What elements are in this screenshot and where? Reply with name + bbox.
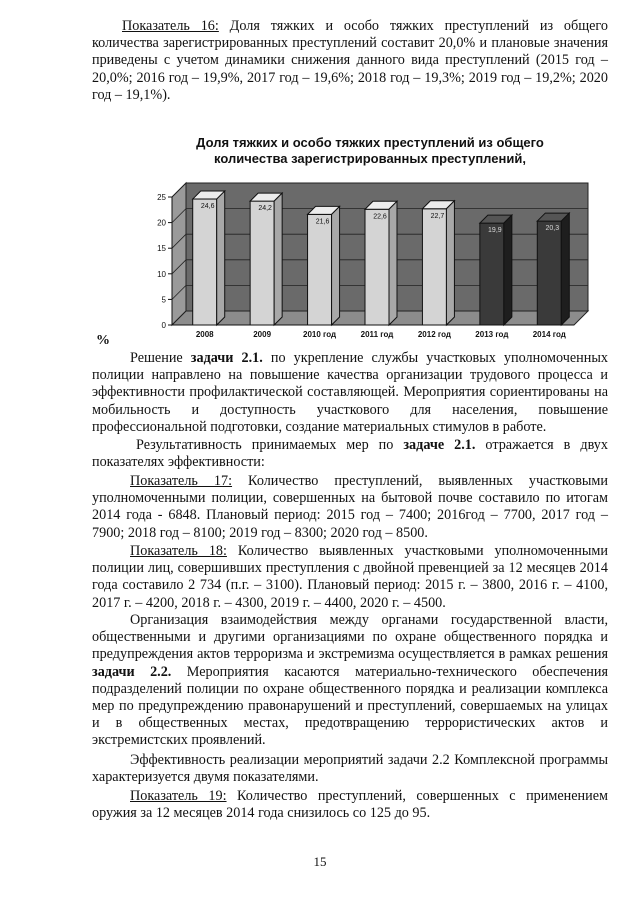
effectiveness-intro-paragraph — [92, 437, 608, 471]
data-label: 24,6 — [200, 203, 215, 211]
bar — [365, 209, 389, 325]
bar — [537, 221, 561, 325]
bar-side — [389, 201, 397, 325]
x-tick-label: 2010 год — [303, 330, 337, 339]
task-2-1-bold: задачи 2.1. — [190, 350, 263, 366]
bar-side — [446, 201, 454, 325]
x-tick-label: 2008 — [195, 330, 214, 339]
bar-side — [332, 206, 340, 325]
indicator-16-text: Доля тяжких и особо тяжких преступлений из общего количества зарегистрированных преступлений составит 20,0% и плановые значения приведены с учетом динамики снижения данного вида преступлений (2015 год – 20,0%; 2016 год – 19,9%, 2017 год – 19,6%; 2018 год – 19,3%; 2019 год – 19,2%; 2020 год – 19,1%). — [92, 18, 608, 103]
chart-title-line-2: количества зарегистрированных преступлений, — [214, 151, 526, 166]
indicator-17-paragraph — [92, 473, 608, 542]
x-tick-label: 2013 год — [475, 330, 509, 339]
data-label: 22,6 — [373, 213, 387, 221]
bar — [250, 201, 274, 325]
x-tick-label: 2014 год — [532, 330, 566, 339]
y-tick-label: 15 — [157, 244, 166, 254]
task-2-1-text: по укрепление службы участковых уполномоченных полиции направлено на повышение качества организации трудового процесса и эффективности профилактической составляющей. Мероприятия сориентированы на мобильность и доступность участкового для населения, повышение профессиональной подготовки, создание материальных стимулов в работе. — [92, 350, 608, 435]
task-2-1-paragraph — [92, 350, 608, 436]
x-tick-label: 2012 год — [417, 330, 451, 339]
task-2-2-bold: задачи 2.2. — [92, 663, 172, 680]
bar-side — [504, 215, 512, 325]
task-2-2-effectiveness-text: Эффективность реализации мероприятий задачи 2.2 Комплексной программы характеризуется двумя показателями. — [92, 752, 608, 786]
indicator-17-label: Показатель 17: — [130, 473, 233, 489]
indicator-16-label: Показатель 16: — [122, 18, 219, 34]
bar-side — [561, 213, 569, 325]
data-label: 21,6 — [315, 218, 330, 226]
chart-title — [150, 135, 590, 167]
task-2-2-paragraph — [92, 612, 608, 750]
indicator-16-paragraph — [92, 18, 608, 104]
bar — [422, 209, 446, 325]
indicator-18-paragraph — [92, 543, 608, 612]
task-2-2-text: Мероприятия касаются материально-технического обеспечения подразделений полиции по охране общественного порядка и реализации комплекса мер по предупреждению правонарушений и преступлений, совершаемых на улицах и в общественных местах, предотвращению террористических актов и экстремистских проявлений. — [92, 663, 608, 749]
data-label: 20,3 — [545, 225, 560, 233]
data-label: 22,7 — [430, 212, 445, 220]
effectiveness-intro-bold: задаче 2.1. — [403, 437, 476, 453]
indicator-18-label: Показатель 18: — [130, 543, 227, 559]
effectiveness-intro-text: отражается в двух показателях эффективности: — [92, 437, 608, 471]
bar-side — [274, 193, 282, 325]
bar-chart — [130, 170, 590, 350]
bar — [480, 223, 504, 325]
task-2-2-effectiveness-paragraph — [92, 752, 608, 786]
indicator-19-paragraph — [92, 788, 608, 822]
chart-unit-label: % — [96, 333, 110, 348]
indicator-19-text: Количество преступлений, совершенных с применением оружия за 12 месяцев 2014 года снизилось со 125 до 95. — [92, 788, 608, 822]
effectiveness-intro-prefix: Результативность принимаемых мер по — [136, 437, 404, 453]
y-tick-label: 5 — [161, 295, 166, 305]
bar — [308, 214, 332, 325]
y-tick-label: 25 — [157, 193, 166, 202]
y-tick-label: 20 — [157, 218, 166, 228]
y-tick-label: 10 — [157, 269, 166, 279]
chart-side-wall — [172, 183, 186, 325]
data-label: 24,2 — [258, 205, 272, 213]
x-tick-label: 2009 — [253, 330, 272, 339]
task-2-1-prefix: Решение — [130, 350, 191, 366]
y-tick-label: 0 — [161, 321, 166, 330]
chart-title-line-1: Доля тяжких и особо тяжких преступлений из общего — [196, 135, 544, 150]
bar-side — [217, 191, 225, 325]
indicator-18-text: Количество выявленных участковыми уполномоченными полиции лиц, совершивших преступления с двойной превенцией за 12 месяцев 2014 года составило 2 734 (п.г. – 3100). Плановый период: 2015 г. – 3800, 2016 г. – 4100, 2017 г. – 4200, 2018 г. – 4300, 2019 г. – 4400, 2020 г. – 4500. — [92, 543, 609, 611]
data-label: 19,9 — [488, 227, 502, 235]
indicator-17-text: Количество преступлений, выявленных участковыми уполномоченными полиции, совершенных на бытовой почве составило по итогам 2014 года - 6848. Плановый период: 2015 год – 7400; 2016год – 7700, 2017 год – 7900; 2018 год – 8100; 2019 год – 8300; 2020 год – 8500. — [92, 473, 608, 541]
bar — [193, 199, 217, 325]
indicator-19-label: Показатель 19: — [130, 788, 227, 804]
page-number: 15 — [313, 854, 327, 869]
x-tick-label: 2011 год — [360, 330, 394, 339]
task-2-2-prefix: Организация взаимодействия между органами государственной власти, общественными и другими организациями по охране общественного порядка и предупреждения актов терроризма и экстремизма осуществляется в рамках решения — [92, 612, 608, 663]
